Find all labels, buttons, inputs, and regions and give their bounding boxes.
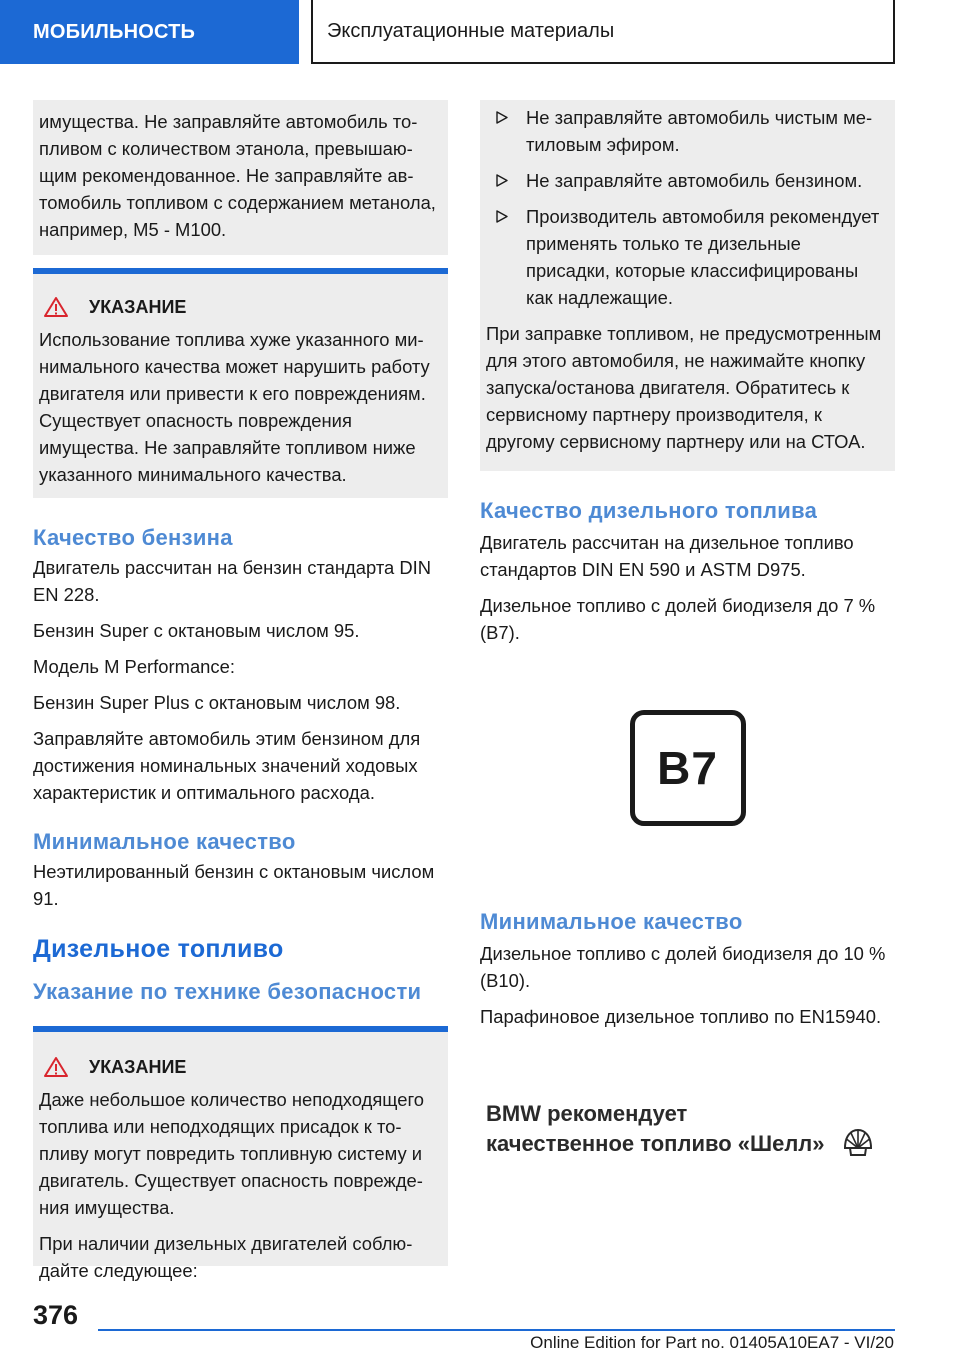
- list-item: [484, 167, 885, 194]
- petrol-section: [33, 524, 448, 806]
- intro-box: [33, 100, 448, 255]
- diesel-min-quality-heading: Минимальное качество: [480, 909, 743, 934]
- diesel-paragraph: Дизельное топливо с долей биодизеля до 7 % (B7).: [480, 595, 876, 643]
- shell-text: [486, 1099, 825, 1159]
- footer-divider: [98, 1329, 895, 1331]
- page-number: 376: [33, 1300, 79, 1330]
- footer-edition: Online Edition for Part no. 01405A10EA7 - VI/20: [530, 1333, 894, 1352]
- petrol-paragraph: Бензин Super Plus с октановым числом 98.: [33, 692, 401, 713]
- diesel-min-quality-section: [480, 908, 895, 1030]
- shell-logo-icon: [841, 1126, 875, 1160]
- min-quality-heading: Минимальное качество: [33, 829, 296, 854]
- bullet-text: Не заправляйте автомобиль чистым метиловым эфиром.: [526, 107, 873, 155]
- notice-title: [39, 296, 438, 318]
- triangle-bullet-icon: [496, 210, 508, 223]
- section-title: МОБИЛЬНОСТЬ: [33, 20, 196, 43]
- warning-triangle-icon: [43, 1056, 69, 1078]
- notice-text: Использование топлива хуже указанного минимального качества может нарушить работу двигателя или привести к его повреждениям. Существует опасность повреждения имущества. Не заправляйте топливом ниже указанного минимального качества.: [39, 329, 430, 485]
- diesel-min-paragraph: Парафиновое дизельное топливо по EN15940.: [480, 1006, 882, 1027]
- min-quality-text: Неэтилированный бензин с октановым числом 91.: [33, 861, 435, 909]
- box-tail-text: При заправке топливом, не предусмотренным для этого автомобиля, не нажимайте кнопку запуска/останова двигателя. Обратитесь к сервисному партнеру производителя, к другому сервисному партнеру или на СТОА.: [486, 323, 882, 452]
- bullet-text: Не заправляйте автомобиль бензином.: [526, 170, 863, 191]
- left-column: [33, 100, 448, 1281]
- diesel-paragraph: Двигатель рассчитан на дизельное топливо стандартов DIN EN 590 и ASTM D975.: [480, 532, 854, 580]
- petrol-paragraph: Двигатель рассчитан на бензин стандарта DIN EN 228.: [33, 557, 432, 605]
- notice-label: УКАЗАНИЕ: [89, 296, 187, 317]
- bullet-list: [484, 104, 885, 311]
- chapter-header: [311, 0, 895, 64]
- intro-text: имущества. Не заправляйте автомобиль топливом с количеством этанола, превышающим рекомендованное. Не заправляйте автомобиль топливом с содержанием метанола, например, M5 - M100.: [39, 111, 436, 240]
- section-tab: [0, 0, 299, 64]
- safety-heading: Указание по технике безопасности: [33, 979, 422, 1004]
- petrol-paragraph: Бензин Super с октановым числом 95.: [33, 620, 360, 641]
- list-item: [484, 203, 885, 311]
- notice-title: [39, 1056, 438, 1078]
- diesel-min-paragraph: Дизельное топливо с долей биодизеля до 10 % (B10).: [480, 943, 886, 991]
- list-item: [484, 104, 885, 158]
- petrol-heading: Качество бензина: [33, 525, 233, 550]
- b7-label-figure: [480, 710, 895, 826]
- chapter-title: Эксплуатационные материалы: [327, 19, 615, 42]
- triangle-bullet-icon: [496, 111, 508, 124]
- diesel-quality-heading: Качество дизельного топлива: [480, 498, 818, 523]
- petrol-paragraph: Заправляйте автомобиль этим бензином для достижения номинальных значений ходовых характеристик и оптимального расхода.: [33, 728, 421, 803]
- diesel-heading: Дизельное топливо: [33, 935, 284, 963]
- notice-text: При наличии дизельных двигателей соблюдайте следующее:: [39, 1233, 413, 1281]
- diesel-quality-section: [480, 497, 895, 646]
- petrol-paragraph: Модель M Performance:: [33, 656, 235, 677]
- shell-line: BMW рекомендует: [486, 1101, 688, 1126]
- shell-recommendation: [480, 1098, 895, 1160]
- notice-label: УКАЗАНИЕ: [89, 1056, 187, 1077]
- bullet-text: Производитель автомобиля рекомендует применять только те дизельные присадки, которые классифицированы как надлежащие.: [526, 206, 880, 308]
- warning-triangle-icon: [43, 296, 69, 318]
- notice-continued-box: [480, 100, 895, 471]
- notice-text: Даже небольшое количество неподходящего топлива или неподходящих присадок к топливу могут повредить топливную систему и двигатель. Существует опасность повреждения имущества.: [39, 1089, 424, 1218]
- notice-body: [33, 274, 448, 498]
- b7-fuel-label: B7: [630, 710, 746, 826]
- notice-body: [33, 1032, 448, 1281]
- min-quality-section: [33, 828, 448, 912]
- right-column: [480, 100, 895, 1160]
- notice-block-1: [33, 268, 448, 498]
- shell-line: качественное топливо «Шелл»: [486, 1131, 825, 1156]
- notice-block-2: [33, 1026, 448, 1281]
- triangle-bullet-icon: [496, 174, 508, 187]
